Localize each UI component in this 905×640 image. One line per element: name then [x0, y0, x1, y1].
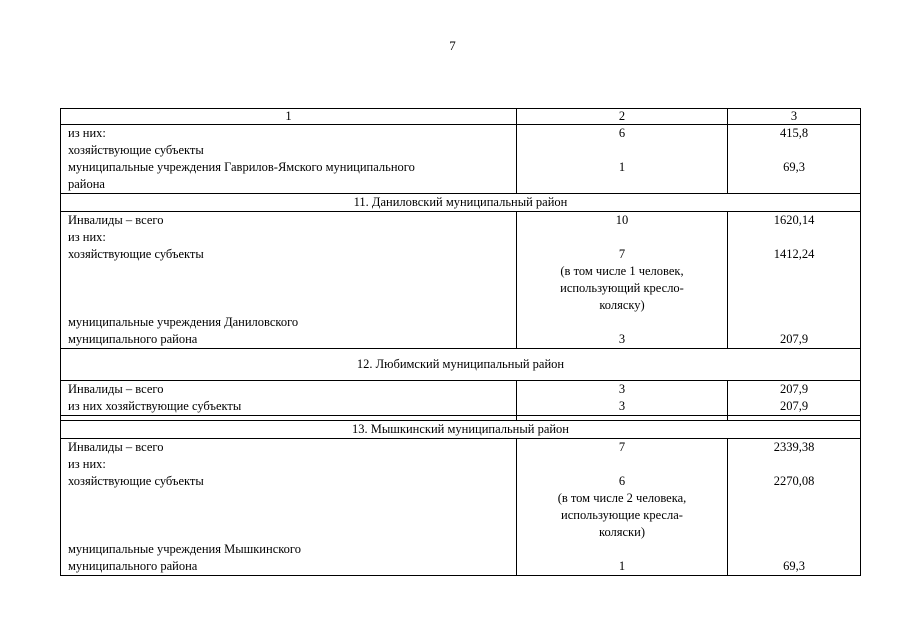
- cell-c3: 207,9: [728, 398, 861, 416]
- cell-c3: 1620,14: [728, 212, 861, 230]
- cell-c3: 207,9: [728, 331, 861, 349]
- cell-c3: 1412,24: [728, 246, 861, 263]
- statistics-table: [60, 108, 861, 576]
- cell-c2: 7: [517, 439, 728, 457]
- cell-c2: использующие кресла-: [517, 507, 728, 524]
- cell-c2: коляски): [517, 524, 728, 541]
- table-header-row: [61, 109, 861, 125]
- cell-c2: [517, 176, 728, 194]
- cell-c1: хозяйствующие субъекты: [61, 246, 517, 263]
- section-heading-row: [61, 421, 861, 439]
- cell-c3: [728, 456, 861, 473]
- cell-c1: [61, 263, 517, 280]
- table-row: [61, 263, 861, 280]
- cell-c1: хозяйствующие субъекты: [61, 142, 517, 159]
- cell-c3: [728, 280, 861, 297]
- table-row: [61, 524, 861, 541]
- cell-c3: [728, 297, 861, 314]
- cell-c2: [517, 541, 728, 558]
- cell-c3: 415,8: [728, 125, 861, 143]
- cell-c2: 6: [517, 473, 728, 490]
- cell-c2: 1: [517, 558, 728, 576]
- cell-c2: коляску): [517, 297, 728, 314]
- cell-c3: 207,9: [728, 381, 861, 399]
- cell-c2: 7: [517, 246, 728, 263]
- table-row: [61, 473, 861, 490]
- cell-c3: [728, 314, 861, 331]
- cell-c3: 2270,08: [728, 473, 861, 490]
- cell-c1: хозяйствующие субъекты: [61, 473, 517, 490]
- table-row: [61, 314, 861, 331]
- cell-c2: 3: [517, 381, 728, 399]
- table-row: [61, 490, 861, 507]
- page-number: 7: [449, 38, 456, 53]
- cell-c3: [728, 524, 861, 541]
- cell-c2: [517, 456, 728, 473]
- cell-c2: 1: [517, 159, 728, 176]
- header-col-3: 3: [728, 109, 861, 125]
- cell-c3: 2339,38: [728, 439, 861, 457]
- cell-c3: [728, 490, 861, 507]
- cell-c1: [61, 490, 517, 507]
- cell-c2: 10: [517, 212, 728, 230]
- table-row: [61, 297, 861, 314]
- cell-c2: [517, 314, 728, 331]
- table-row: [61, 246, 861, 263]
- cell-c2: 3: [517, 398, 728, 416]
- cell-c1: из них:: [61, 125, 517, 143]
- cell-c3: [728, 263, 861, 280]
- cell-c1: [61, 507, 517, 524]
- table-row: [61, 142, 861, 159]
- table-row: [61, 381, 861, 399]
- table-row: [61, 280, 861, 297]
- cell-c2: 6: [517, 125, 728, 143]
- cell-c1: муниципального района: [61, 558, 517, 576]
- cell-c1: из них:: [61, 456, 517, 473]
- section-heading-row: [61, 194, 861, 212]
- table-row: [61, 456, 861, 473]
- cell-c3: [728, 507, 861, 524]
- table-row: [61, 125, 861, 143]
- cell-c2: использующий кресло-: [517, 280, 728, 297]
- cell-c1: Инвалиды – всего: [61, 381, 517, 399]
- cell-c3: 69,3: [728, 159, 861, 176]
- cell-c2: [517, 229, 728, 246]
- cell-c3: [728, 229, 861, 246]
- table-row: [61, 541, 861, 558]
- cell-c1: [61, 297, 517, 314]
- cell-c1: муниципальные учреждения Мышкинского: [61, 541, 517, 558]
- section-title: 13. Мышкинский муниципальный район: [61, 421, 861, 439]
- table-row: [61, 212, 861, 230]
- cell-c2: [517, 142, 728, 159]
- cell-c3: [728, 142, 861, 159]
- cell-c1: муниципальные учреждения Даниловского: [61, 314, 517, 331]
- table-row: [61, 398, 861, 416]
- cell-c3: 69,3: [728, 558, 861, 576]
- cell-c1: из них хозяйствующие субъекты: [61, 398, 517, 416]
- table-row: [61, 507, 861, 524]
- cell-c1: муниципального района: [61, 331, 517, 349]
- cell-c2: 3: [517, 331, 728, 349]
- table-row: [61, 229, 861, 246]
- cell-c1: Инвалиды – всего: [61, 212, 517, 230]
- header-col-1: 1: [61, 109, 517, 125]
- cell-c1: Инвалиды – всего: [61, 439, 517, 457]
- cell-c1: района: [61, 176, 517, 194]
- cell-c3: [728, 176, 861, 194]
- header-col-2: 2: [517, 109, 728, 125]
- cell-c3: [728, 541, 861, 558]
- cell-c2: (в том числе 1 человек,: [517, 263, 728, 280]
- section-heading-row: [61, 349, 861, 381]
- table-body: [61, 109, 861, 576]
- cell-c1: из них:: [61, 229, 517, 246]
- cell-c1: [61, 280, 517, 297]
- section-title: 11. Даниловский муниципальный район: [61, 194, 861, 212]
- table-row: [61, 331, 861, 349]
- table-row: [61, 159, 861, 176]
- table-row: [61, 558, 861, 576]
- table-row: [61, 176, 861, 194]
- cell-c2: (в том числе 2 человека,: [517, 490, 728, 507]
- cell-c1: муниципальные учреждения Гаврилов-Ямского муниципального: [61, 159, 517, 176]
- cell-c1: [61, 524, 517, 541]
- section-title: 12. Любимский муниципальный район: [61, 349, 861, 381]
- table-row: [61, 439, 861, 457]
